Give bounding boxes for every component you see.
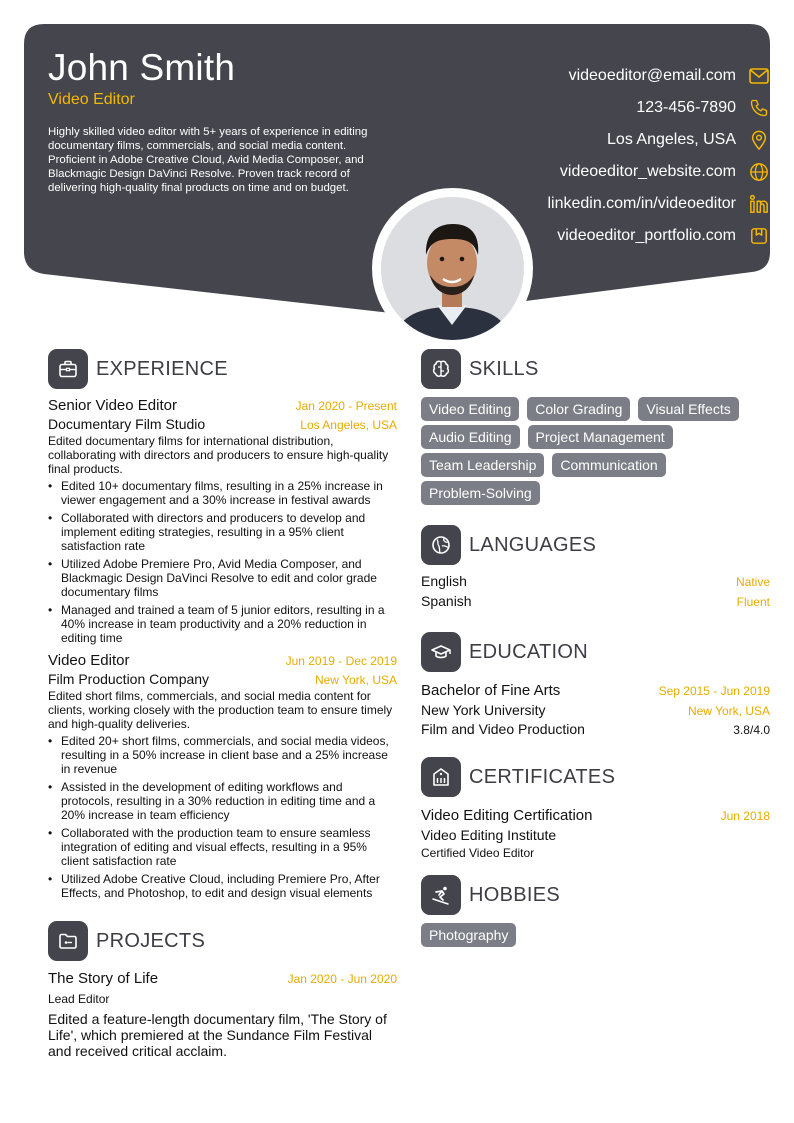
candidate-role: Video Editor: [48, 91, 135, 108]
skill-tag: Team Leadership: [421, 453, 544, 477]
education-degree-row: [421, 682, 770, 699]
hobbies-list: [421, 923, 770, 947]
right-column: [421, 348, 770, 947]
candidate-name: John Smith: [48, 47, 236, 88]
briefcase-icon: [48, 349, 88, 389]
hobbies-title: HOBBIES: [469, 883, 561, 906]
list-item: • Utilized Adobe Premiere Pro, Avid Media Composer, and Blackmagic Design DaVinci Resolve to edit and color grade documentary films: [48, 557, 397, 599]
contact-website-text[interactable]: videoeditor_website.com: [559, 163, 736, 180]
experience-header: [48, 348, 397, 390]
job-location: Los Angeles, USA: [300, 418, 397, 432]
job-achievements: [48, 734, 397, 900]
profile-summary: Highly skilled video editor with 5+ years of experience in editing documentary films, commercials, and social media content. Proficient in Adobe Creative Cloud, Avid Media Composer, and Blackmagic Design DaVinci Resolve. Proven track record of delivering high-quality final products on time and on budget.: [48, 126, 368, 194]
skill-tag: Color Grading: [527, 397, 630, 421]
project-entry: [48, 970, 397, 1059]
education-title: EDUCATION: [469, 640, 588, 663]
job-description: Edited short films, commercials, and social media content for clients, working closely with the production team to ensure timely and high-quality deliveries.: [48, 689, 393, 731]
skill-tag: Project Management: [528, 425, 673, 449]
language-name: English: [421, 573, 467, 589]
list-item: [421, 593, 770, 613]
certificate-row: [421, 807, 770, 824]
project-description: Edited a feature-length documentary film, 'The Story of Life', which premiered at the Sundance Film Festival and received critical acclaim.: [48, 1011, 387, 1059]
education-location: New York, USA: [687, 704, 770, 718]
list-item: • Edited 20+ short films, commercials, and social media videos, resulting in a 50% increase in client base and a 25% increase in revenue: [48, 734, 397, 776]
contact-phone-text[interactable]: 123-456-7890: [636, 99, 736, 116]
list-item: • Managed and trained a team of 5 junior editors, resulting in a 40% increase in team productivity and a 20% reduction in editing time: [48, 603, 397, 645]
mail-icon: [748, 65, 770, 87]
job-title: Senior Video Editor: [48, 397, 177, 414]
experience-title: EXPERIENCE: [96, 357, 228, 380]
projects-title: PROJECTS: [96, 929, 206, 952]
education-field-row: [421, 721, 770, 737]
project-name: The Story of Life: [48, 970, 159, 987]
job-entry: [48, 397, 397, 645]
list-item: • Collaborated with directors and producers to develop and implement editing strategies, resulting in a 95% client satisfaction rate: [48, 511, 397, 553]
contact-linkedin-text[interactable]: linkedin.com/in/videoeditor: [547, 195, 736, 212]
skiing-icon: [421, 875, 461, 915]
contact-email[interactable]: [450, 60, 770, 92]
globe-icon: [748, 161, 770, 183]
job-description: Edited documentary films for international distribution, collaborating with directors and producers to ensure high-quality final products.: [48, 434, 389, 476]
job-title-row: [48, 652, 397, 669]
list-item: [421, 573, 770, 593]
skills-header: [421, 348, 770, 390]
contact-phone[interactable]: [450, 92, 770, 124]
list-item: • Collaborated with the production team to ensure seamless integration of editing and visual effects, resulting in a 95% client satisfaction rate: [48, 826, 397, 868]
languages-header: [421, 524, 770, 566]
project-title-row: [48, 970, 397, 987]
skill-tag: Audio Editing: [421, 425, 520, 449]
job-location: New York, USA: [314, 673, 397, 687]
job-title: Video Editor: [48, 652, 130, 669]
job-achievements: [48, 479, 397, 645]
education-degree: Bachelor of Fine Arts: [421, 682, 561, 699]
contact-portfolio-text[interactable]: videoeditor_portfolio.com: [557, 227, 736, 244]
job-date: Jan 2020 - Present: [295, 399, 397, 413]
skills-title: SKILLS: [469, 357, 539, 380]
certificate-detail: Certified Video Editor: [421, 846, 535, 860]
project-date: Jan 2020 - Jun 2020: [287, 972, 397, 986]
job-company: Film Production Company: [48, 671, 210, 687]
certificates-title: CERTIFICATES: [469, 765, 616, 788]
left-column: [48, 348, 397, 1059]
skills-list: [421, 397, 770, 505]
hobby-tag: Photography: [421, 923, 516, 947]
certificate-issuer: Video Editing Institute: [421, 827, 557, 843]
job-company-row: [48, 416, 397, 432]
list-item: • Edited 10+ documentary films, resulting in a 25% increase in viewer engagement and a 30% increase in festival awards: [48, 479, 397, 507]
language-globe-icon: [421, 525, 461, 565]
skill-tag: Video Editing: [421, 397, 519, 421]
education-gpa: 3.8/4.0: [733, 723, 770, 737]
education-field: Film and Video Production: [421, 721, 585, 737]
hobbies-header: [421, 874, 770, 916]
list-item: • Assisted in the development of editing workflows and protocols, resulting in a 30% reduction in editing time and a 20% increase in team efficiency: [48, 780, 397, 822]
certificates-header: [421, 756, 770, 798]
bookmark-icon: [748, 225, 770, 247]
skill-tag: Problem-Solving: [421, 481, 540, 505]
location-pin-icon: [748, 129, 770, 151]
language-level: Fluent: [736, 595, 770, 609]
job-entry: [48, 652, 397, 900]
education-entry: [421, 682, 770, 737]
languages-title: LANGUAGES: [469, 533, 597, 556]
certificate-entry: [421, 807, 770, 860]
education-school-row: [421, 702, 770, 718]
job-title-row: [48, 397, 397, 414]
skill-tag: Visual Effects: [638, 397, 738, 421]
list-item: • Utilized Adobe Creative Cloud, including Premiere Pro, After Effects, and Photoshop, to edit and design visual elements: [48, 872, 397, 900]
projects-header: [48, 920, 397, 962]
project-role: Lead Editor: [48, 992, 110, 1006]
language-name: Spanish: [421, 593, 472, 609]
contact-website[interactable]: [450, 156, 770, 188]
folder-icon: [48, 921, 88, 961]
institution-icon: [421, 757, 461, 797]
graduation-cap-icon: [421, 632, 461, 672]
job-company: Documentary Film Studio: [48, 416, 206, 432]
languages-list: [421, 573, 770, 613]
job-company-row: [48, 671, 397, 687]
avatar: [381, 197, 524, 340]
certificate-date: Jun 2018: [720, 809, 770, 823]
phone-icon: [748, 97, 770, 119]
education-header: [421, 631, 770, 673]
contact-location: [450, 124, 770, 156]
brain-icon: [421, 349, 461, 389]
job-date: Jun 2019 - Dec 2019: [285, 654, 397, 668]
linkedin-icon: [748, 193, 770, 215]
education-date: Sep 2015 - Jun 2019: [658, 684, 770, 698]
education-school: New York University: [421, 702, 546, 718]
skill-tag: Communication: [552, 453, 665, 477]
certificate-name: Video Editing Certification: [421, 807, 593, 824]
contact-email-text[interactable]: videoeditor@email.com: [568, 67, 736, 84]
contact-location-text: Los Angeles, USA: [607, 131, 736, 148]
language-level: Native: [735, 575, 770, 589]
